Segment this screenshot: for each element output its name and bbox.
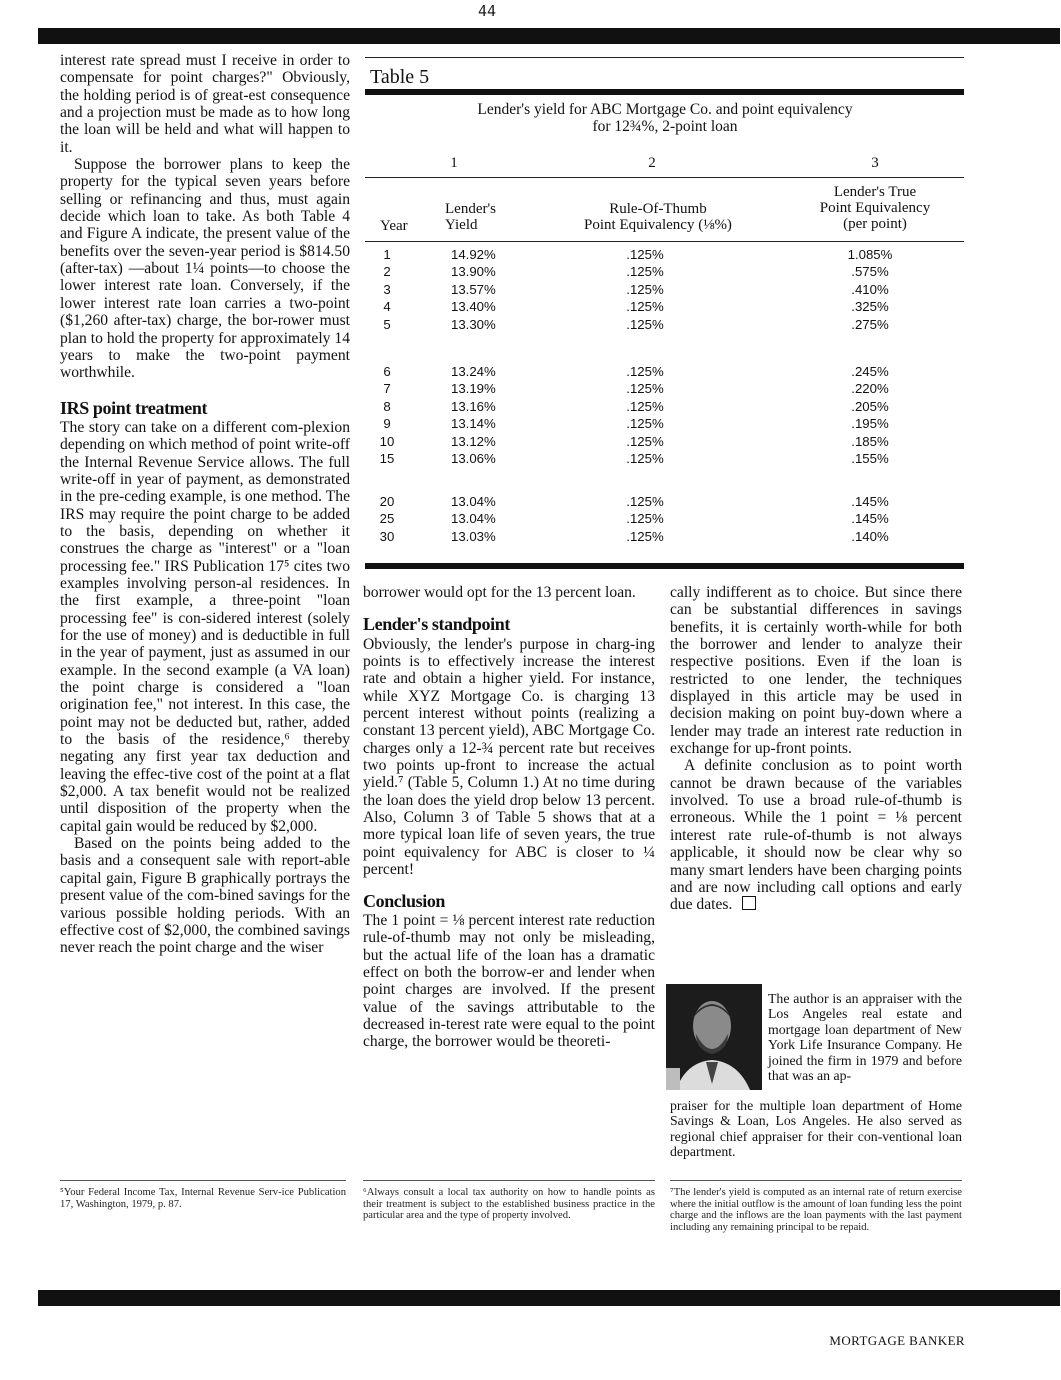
- year-cell: 30: [379, 528, 395, 544]
- rule-of-thumb-cell: .125%: [626, 299, 664, 315]
- paragraph: The 1 point = ⅛ percent interest rate reduction rule-of-thumb may not only be misleading, but the actual life of the loan has a dramatic effect on both the borrow-er and lender when point charges are involved. If the present value of the savings attributable to the decreased in-terest rate were equal to the point charge, the borrower would be theoreti-: [363, 911, 655, 1051]
- lender-yield-cell: 13.04%: [451, 494, 496, 509]
- middle-column: [363, 584, 655, 1051]
- true-equivalency-cell: .195%: [851, 416, 889, 432]
- year-cell: 10: [379, 433, 395, 449]
- column-number: 1: [450, 155, 458, 171]
- year-cell: 5: [383, 316, 391, 332]
- rule-of-thumb-cell: .125%: [626, 451, 664, 466]
- footnote: ⁷The lender's yield is computed as an internal rate of return exercise where the initial outflow is the amount of loan funding less the point charge and the inflows are the loan payments with the last payment including any remaining principal to be repaid.: [670, 1187, 962, 1233]
- lender-yield-cell: 13.19%: [451, 381, 496, 397]
- lender-yield-cell: 13.16%: [451, 398, 496, 414]
- rule-of-thumb-cell: .125%: [626, 364, 664, 379]
- end-mark-icon: [742, 896, 756, 910]
- true-equivalency-cell: .575%: [851, 264, 889, 280]
- rule-of-thumb-cell: .125%: [626, 511, 664, 527]
- author-portrait-icon: [666, 984, 762, 1090]
- true-equivalency-cell: .275%: [851, 316, 889, 332]
- rule-of-thumb-cell: .125%: [626, 316, 664, 332]
- true-equivalency-cell: .245%: [851, 364, 889, 379]
- true-equivalency-cell: .155%: [851, 451, 889, 466]
- paragraph: cally indifferent as to choice. But since there can be substantial differences in savings benefits, it is certainly worth-while for both the borrower and lender to analyze their respective positions. Even if the loan is restricted to one lender, the techniques displayed in this article may be used in decision making on point buy-down where a lender may trade an interest rate reduction in exchange for up-front points.: [670, 584, 962, 758]
- true-equivalency-cell: .140%: [851, 528, 889, 544]
- rule-of-thumb-cell: .125%: [626, 416, 664, 432]
- true-equivalency-cell: .145%: [851, 511, 889, 527]
- year-cell: 3: [383, 281, 391, 297]
- caption-line: for 12¾%, 2-point loan: [592, 118, 738, 135]
- footnote: ⁵Your Federal Income Tax, Internal Revenue Serv-ice Publication 17, Washington, 1979, p. 87.: [60, 1187, 346, 1210]
- rule-of-thumb-cell: .125%: [626, 381, 664, 397]
- true-equivalency-cell: .325%: [851, 299, 889, 315]
- column-number: 2: [648, 155, 656, 171]
- header-year: Year: [380, 218, 408, 234]
- rule-of-thumb-cell: .125%: [626, 281, 664, 297]
- year-cell: 20: [379, 494, 395, 509]
- year-cell: 1: [383, 247, 391, 262]
- true-equivalency-cell: .145%: [851, 494, 889, 509]
- year-cell: 6: [383, 364, 391, 379]
- footnote-rule: [60, 1180, 346, 1181]
- table-body: [365, 0, 964, 560]
- lender-yield-cell: 13.30%: [451, 316, 496, 332]
- paragraph: Obviously, the lender's purpose in charg-ing points is to effectively increase the interest rate and obtain a higher yield. For instance, while XYZ Mortgage Co. is charging 13 percent interest without points (realizing a constant 13 percent yield), ABC Mortgage Co. charges only a 12-¾ percent rate but receives two points up-front to increase the actual yield.⁷ (Table 5, Column 1.) At no time during the loan does the yield drop below 13 percent. Also, Column 3 of Table 5 shows that at a more typical loan life of seven years, the true point equivalency for ABC is closer to ¼ percent!: [363, 635, 655, 879]
- paragraph: The story can take on a different com-plexion depending on which method of point write-off the Internal Revenue Service allows. The full write-off in year of payment, as demonstrated in the pre-ceding example, is one method. The IRS may require the point charge to be added to the basis, depending on whether it construes the charge as "interest" or a "loan processing fee." IRS Publication 17⁵ cites two examples involving person-al residences. In the first example, a three-point "loan processing fee" is con-sidered interest (solely for the use of money) and is deductible in full in the year of payment, just as assumed in our example. In the second example (a VA loan) the point charge is considered a "loan origination fee," not interest. In this case, the point may not be deducted but, rather, added to the basis of the residence,⁶ thereby negating any first year tax deduction and leaving the effec-tive cost of the point at a flat $2,000. A tax benefit would not be realized until disposition of the property when the capital gain would be reduced by $2,000.: [60, 418, 350, 835]
- page-number: 44: [478, 2, 497, 20]
- section-heading: Conclusion: [363, 890, 446, 911]
- footnote-rule: [363, 1180, 655, 1181]
- table-bottom-rule: [365, 563, 964, 569]
- true-equivalency-cell: .220%: [851, 381, 889, 397]
- year-cell: 4: [383, 299, 391, 315]
- rule-of-thumb-cell: .125%: [626, 494, 664, 509]
- footnote: ⁶Always consult a local tax authority on how to handle points as their treatment is subject to the established business practice in the particular area and the type of property involved.: [363, 1187, 655, 1222]
- author-photo: [666, 984, 762, 1090]
- column-number: 3: [871, 155, 879, 171]
- true-equivalency-cell: .410%: [851, 281, 889, 297]
- footnote-rule: [670, 1180, 962, 1181]
- paragraph: borrower would opt for the 13 percent loan.: [363, 584, 636, 601]
- true-equivalency-cell: .185%: [851, 433, 889, 449]
- paragraph-text: A definite conclusion as to point worth cannot be drawn because of the variables involved. To use a broad rule-of-thumb is erroneous. While the 1 point = ⅛ percent interest rate rule-of-thumb is not always applicable, it should now be clear why so many smart lenders have been charging points and are now including call options and early due dates.: [670, 757, 962, 914]
- header-line: Lender's True: [833, 184, 917, 200]
- left-column: [60, 52, 350, 957]
- year-cell: 9: [383, 416, 391, 432]
- header-line: (per point): [843, 216, 907, 232]
- bottom-rule: [38, 1290, 1060, 1306]
- rule-of-thumb-cell: .125%: [626, 398, 664, 414]
- lender-yield-cell: 13.40%: [451, 299, 496, 315]
- year-cell: 15: [379, 451, 395, 466]
- paragraph: [670, 757, 962, 913]
- publication-name: MORTGAGE BANKER: [829, 1333, 965, 1348]
- lender-yield-cell: 13.14%: [451, 416, 496, 432]
- header-line: Point Equivalency (⅛%): [584, 217, 732, 233]
- section-heading: IRS point treatment: [60, 397, 208, 418]
- section-heading: Lender's standpoint: [363, 614, 510, 635]
- caption-line: Lender's yield for ABC Mortgage Co. and point equivalency: [477, 101, 853, 118]
- rule-of-thumb-cell: .125%: [626, 264, 664, 280]
- table-label: Table 5: [370, 66, 430, 88]
- header-line: Yield: [445, 217, 478, 233]
- header-line: Point Equivalency: [819, 200, 931, 216]
- lender-yield-cell: 13.12%: [451, 433, 496, 449]
- paragraph: interest rate spread must I receive in order to compensate for point charges?" Obviously, the holding period is of great-est consequence and a projection must be made as to how long the loan will be held and what will happen to it.: [60, 52, 350, 156]
- year-cell: 8: [383, 398, 391, 414]
- lender-yield-cell: 13.57%: [451, 281, 496, 297]
- paragraph: Suppose the borrower plans to keep the property for the typical seven years before selling or refinancing and thus, must again decide which loan to take. As both Table 4 and Figure A indicate, the present value of the benefits over the seven-year period is $814.50 (after-tax) —about 1¼ points—to choose the lower interest rate loan. Conversely, if the lower interest rate loan carries a two-point ($1,260 after-tax) charge, the bor-rower must plan to hold the property for approximately 14 years to make the two-point payment worthwhile.: [60, 156, 350, 382]
- header-line: Lender's: [445, 201, 497, 217]
- year-cell: 2: [383, 264, 391, 280]
- author-bio-continued: praiser for the multiple loan department of Home Savings & Loan, Los Angeles. He also served as regional chief appraiser for their con-ventional loan department.: [670, 1098, 962, 1160]
- year-cell: 7: [383, 381, 391, 397]
- rule-of-thumb-cell: .125%: [626, 247, 664, 262]
- lender-yield-cell: 13.04%: [451, 511, 496, 527]
- lender-yield-cell: 14.92%: [451, 247, 496, 262]
- true-equivalency-cell: .205%: [851, 398, 889, 414]
- right-column: [670, 584, 962, 914]
- header-line: Rule-Of-Thumb: [609, 201, 707, 217]
- lender-yield-cell: 13.06%: [451, 451, 496, 466]
- year-cell: 25: [379, 511, 395, 527]
- lender-yield-cell: 13.24%: [451, 364, 496, 379]
- author-bio: The author is an appraiser with the Los Angeles real estate and mortgage loan department of New York Life Insurance Company. He joined the firm in 1979 and before that was an ap-: [768, 991, 962, 1084]
- rule-of-thumb-cell: .125%: [626, 528, 664, 544]
- rule-of-thumb-cell: .125%: [626, 433, 664, 449]
- lender-yield-cell: 13.03%: [451, 528, 496, 544]
- true-equivalency-cell: 1.085%: [847, 247, 893, 262]
- paragraph: Based on the points being added to the basis and a consequent sale with report-able capital gain, Figure B graphically portrays the present value of the com-bined savings for the various possible holding periods. With an effective cost of $2,000, the combined savings never reach the point charge and the wiser: [60, 835, 350, 957]
- lender-yield-cell: 13.90%: [451, 264, 496, 280]
